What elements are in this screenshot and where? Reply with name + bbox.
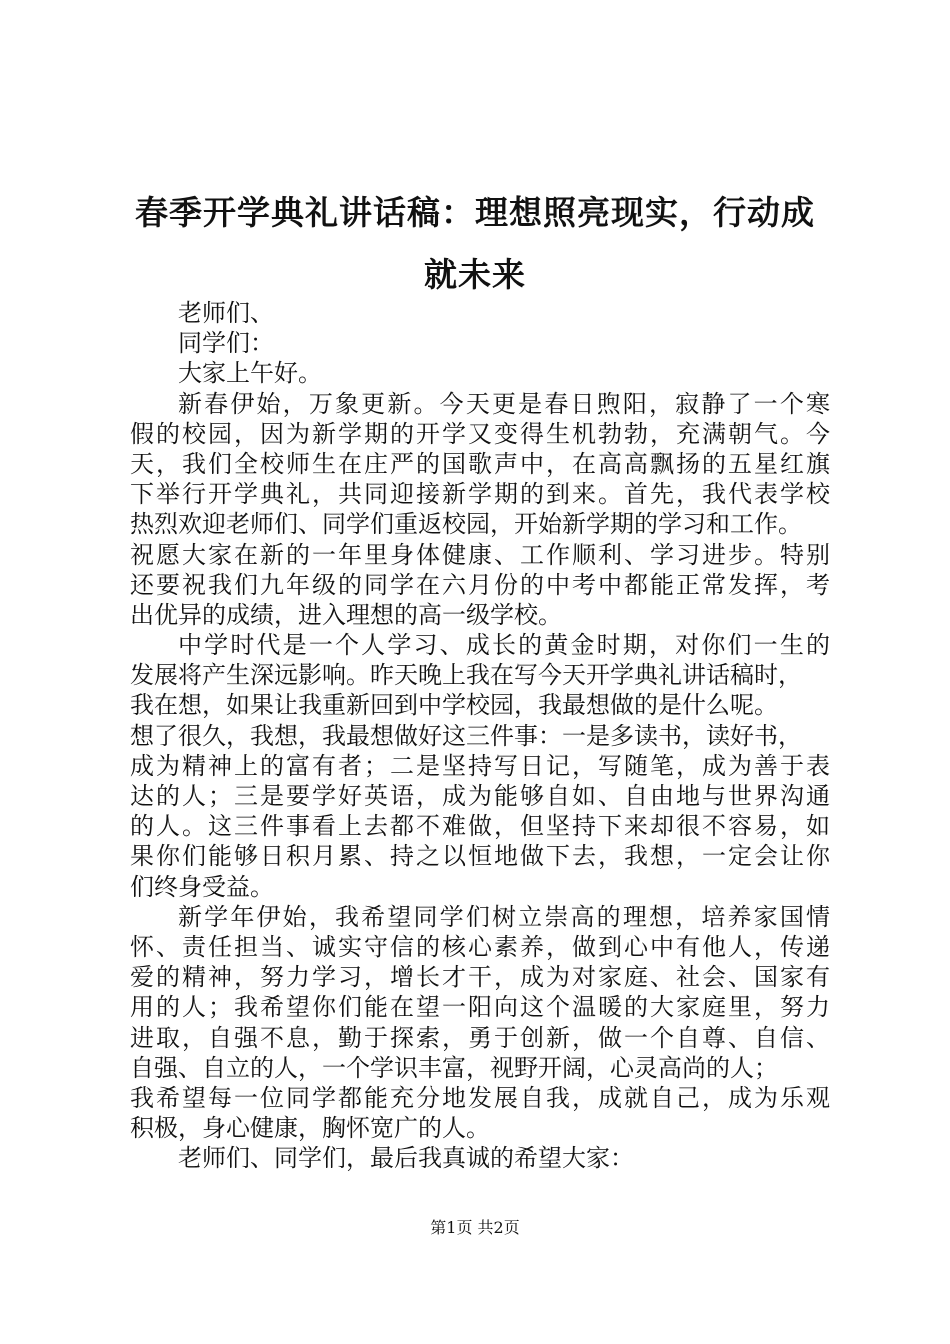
- salutation-line: 老师们、: [178, 299, 274, 327]
- paragraph-line: 积极，身心健康，胸怀宽广的人。: [130, 1114, 490, 1143]
- greeting-line: 大家上午好。: [178, 359, 322, 388]
- paragraph-line: 祝愿大家在新的一年里身体健康、工作顺利、学习进步。特别: [130, 540, 830, 569]
- title-line-1: 春季开学典礼讲话稿：理想照亮现实，行动成: [135, 193, 815, 232]
- paragraph-line: 想了很久，我想，我最想做好这三件事：一是多读书，读好书，: [130, 721, 802, 750]
- salutation-line: 同学们：: [178, 329, 274, 358]
- title-line-2: 就未来: [424, 255, 526, 294]
- paragraph-line: 们终身受益。: [130, 872, 274, 901]
- paragraph-line: 用的人；我希望你们能在望一阳向这个温暖的大家庭里，努力: [130, 993, 830, 1022]
- page-number-footer: 第1页 共2页: [430, 1218, 520, 1237]
- document-body: [130, 298, 830, 1173]
- paragraph-line: 热烈欢迎老师们、同学们重返校园，开始新学期的学习和工作。: [130, 510, 802, 539]
- paragraph-line: 假的校园，因为新学期的开学又变得生机勃勃，充满朝气。今: [130, 419, 830, 448]
- paragraph-line: 新春伊始，万象更新。今天更是春日煦阳，寂静了一个寒: [178, 389, 830, 418]
- paragraph-line: 爱的精神，努力学习，增长才干，成为对家庭、社会、国家有: [130, 963, 830, 992]
- paragraph-line: 自强、自立的人，一个学识丰富，视野开阔，心灵高尚的人；: [130, 1053, 778, 1082]
- paragraph-line: 成为精神上的富有者；二是坚持写日记，写随笔，成为善于表: [130, 751, 830, 780]
- document-title: [120, 182, 830, 306]
- paragraph-line: 我在想，如果让我重新回到中学校园，我最想做的是什么呢。: [130, 691, 778, 720]
- paragraph-line: 出优异的成绩，进入理想的高一级学校。: [130, 600, 562, 629]
- paragraph-line: 怀、责任担当、诚实守信的核心素养，做到心中有他人，传递: [130, 932, 830, 961]
- paragraph-line: 天，我们全校师生在庄严的国歌声中，在高高飘扬的五星红旗: [130, 449, 830, 478]
- paragraph-line: 发展将产生深远影响。昨天晚上我在写今天开学典礼讲话稿时，: [130, 661, 802, 690]
- paragraph-line: 新学年伊始，我希望同学们树立崇高的理想，培养家国情: [178, 902, 830, 931]
- paragraph-line: 下举行开学典礼，共同迎接新学期的到来。首先，我代表学校: [130, 480, 830, 509]
- paragraph-line: 果你们能够日积月累、持之以恒地做下去，我想，一定会让你: [130, 842, 830, 871]
- paragraph-line: 进取，自强不息，勤于探索，勇于创新，做一个自尊、自信、: [130, 1023, 830, 1052]
- paragraph-line: 我希望每一位同学都能充分地发展自我，成就自己，成为乐观: [130, 1083, 830, 1112]
- paragraph-line: 中学时代是一个人学习、成长的黄金时期，对你们一生的: [178, 631, 830, 660]
- paragraph-line: 还要祝我们九年级的同学在六月份的中考中都能正常发挥，考: [130, 570, 830, 599]
- paragraph-line: 老师们、同学们，最后我真诚的希望大家：: [178, 1144, 634, 1173]
- paragraph-line: 的人。这三件事看上去都不难做，但坚持下来却很不容易，如: [130, 812, 830, 841]
- paragraph-line: 达的人；三是要学好英语，成为能够自如、自由地与世界沟通: [130, 782, 830, 810]
